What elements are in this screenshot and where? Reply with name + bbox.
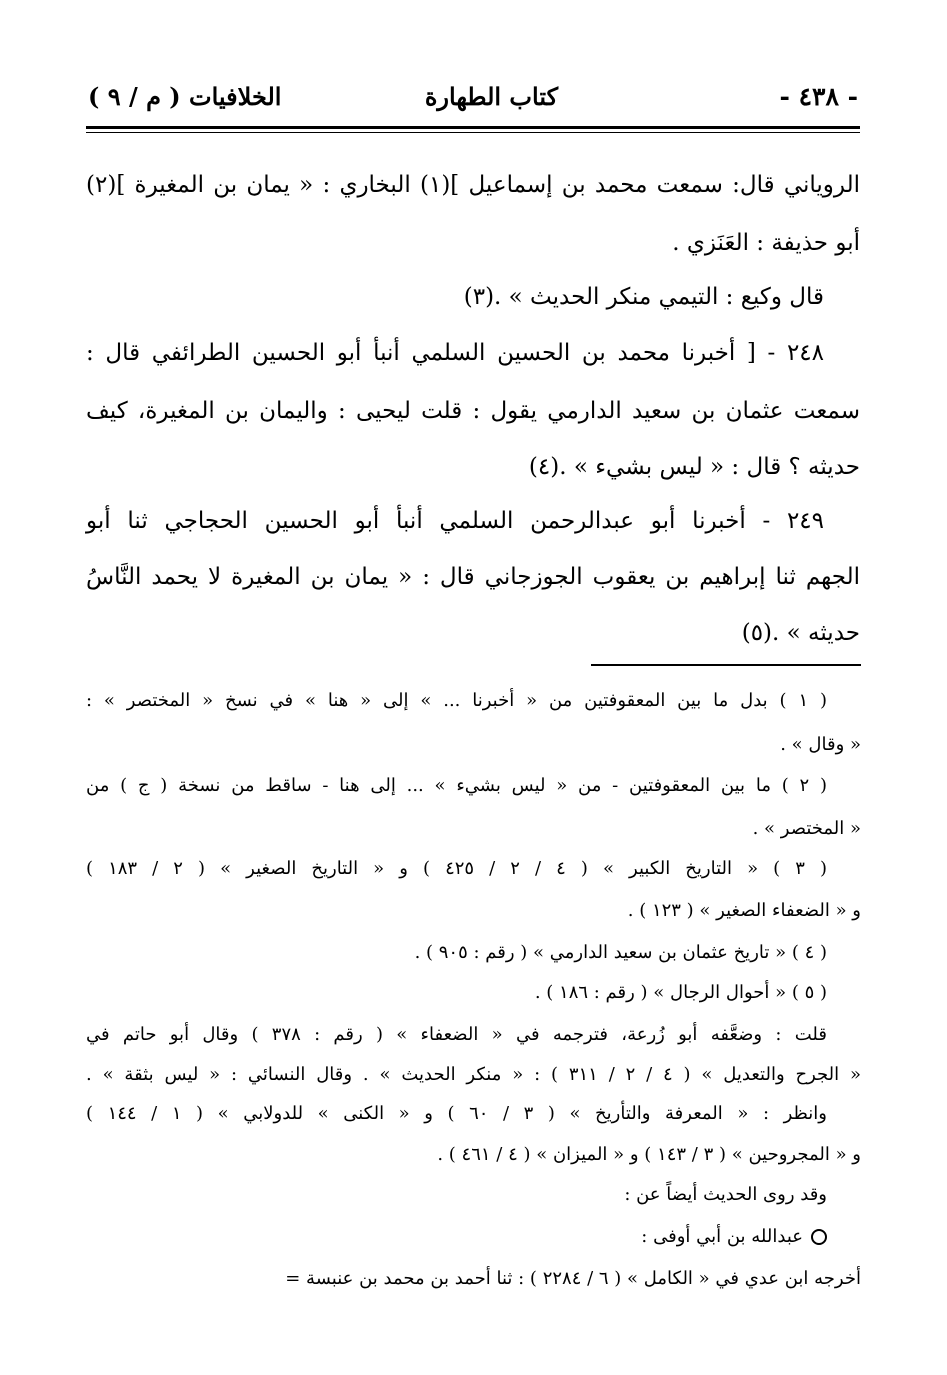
book-title: كتاب الطهارة [424, 82, 558, 111]
footnote-line: قلت : وضعَّفه أبو زُرعة، فترجمه في « الضعفاء » ( رقم : ٣٧٨ ) وقال أبو حاتم في [86, 1024, 827, 1045]
footnote-line-bullet [641, 1226, 827, 1247]
footnote-line: « المختصر » . [752, 818, 861, 839]
page-number: - ٤٣٨ - [779, 82, 858, 111]
footnote-line: « وقال » . [780, 734, 861, 755]
circle-bullet-icon [811, 1229, 827, 1245]
body-line: حديثه ؟ قال : « ليس بشيء » .(٤) [528, 454, 860, 480]
footnote-line: و « المجروحين » ( ٣ / ١٤٣ ) و « الميزان » ( ٤ / ٤٦١ ) . [437, 1144, 861, 1165]
footnote-line: ( ٢ ) ما بين المعقوفتين - من « ليس بشيء » ... إلى هنا - ساقط من نسخة ( ج ) من [86, 775, 827, 796]
footnote-line: وقد روى الحديث أيضاً عن : [624, 1184, 827, 1205]
body-line: الجهم ثنا إبراهيم بن يعقوب الجوزجاني قال : « يمان بن المغيرة لا يحمد النَّاسُ [86, 564, 860, 590]
body-line: سمعت عثمان بن سعيد الدارمي يقول : قلت ليحيى : واليمان بن المغيرة، كيف [86, 398, 860, 424]
footnote-line: و « الضعفاء الصغير » ( ١٢٣ ) . [627, 900, 861, 921]
footnote-line: ( ٤ ) « تاريخ عثمان بن سعيد الدارمي » ( رقم : ٩٠٥ ) . [414, 942, 827, 963]
body-line: ٢٤٨ - [ أخبرنا محمد بن الحسين السلمي أنبأ أبو الحسين الطرائفي قال : [86, 340, 824, 366]
footnote-line: وانظر : « المعرفة والتأريخ » ( ٣ / ٦٠ ) و « الكنى » للدولابي » ( ١ / ١٤٤ ) [86, 1103, 827, 1124]
body-line: حديثه » .(٥) [741, 620, 860, 646]
footnote-line: « الجرح والتعديل » ( ٤ / ٢ / ٣١١ ) : « منكر الحديث » . وقال النسائي : « ليس بثقة » . [86, 1064, 861, 1085]
footnote-text: عبدالله بن أبي أوفى : [641, 1226, 803, 1247]
footnote-line: ( ٣ ) « التاريخ الكبير » ( ٤ / ٢ / ٤٢٥ ) و « التاريخ الصغير » ( ٢ / ١٨٣ ) [86, 858, 828, 879]
footnote-line: أخرجه ابن عدي في « الكامل » ( ٦ / ٢٢٨٤ ) : ثنا أحمد بن محمد بن عنبسة = [285, 1268, 861, 1289]
footnote-line: ( ٥ ) « أحوال الرجال » ( رقم : ١٨٦ ) . [534, 982, 827, 1003]
body-line: الروياني قال: سمعت محمد بن إسماعيل ](١) البخاري : « يمان بن المغيرة ](٢) [86, 172, 860, 198]
body-line: أبو حذيفة : العَنَزي . [672, 230, 860, 256]
body-line: ٢٤٩ - أخبرنا أبو عبدالرحمن السلمي أنبأ أبو الحسين الحجاجي ثنا أبو [86, 508, 824, 534]
part-label: الخلافيات ( م / ٩ ) [88, 82, 282, 111]
body-line: قال وكيع : التيمي منكر الحديث » .(٣) [463, 284, 824, 310]
footnote-line: ( ١ ) بدل ما بين المعقوفتين من « أخبرنا ... » إلى « هنا » في نسخ « المختصر » : [86, 690, 827, 711]
